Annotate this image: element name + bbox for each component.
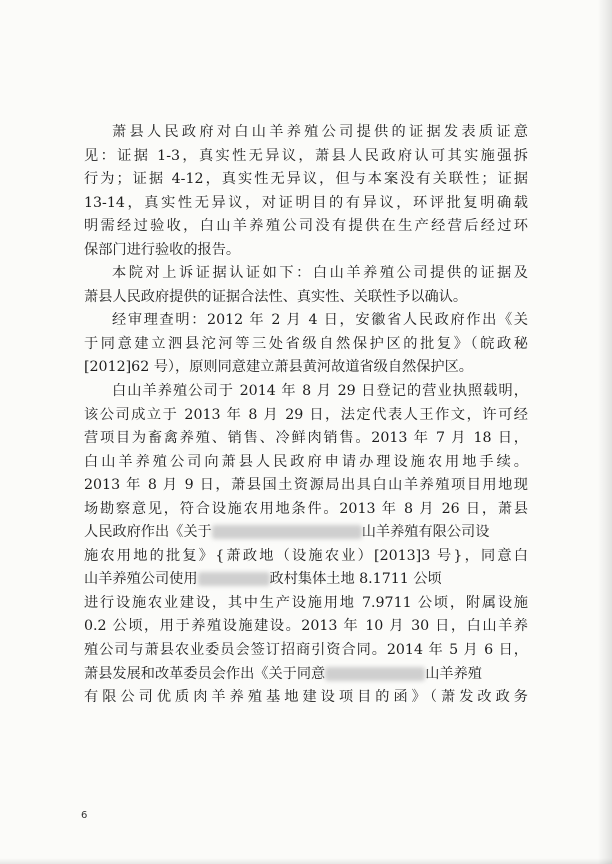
text-fragment: 政村集体土地 8.1711 公顷 <box>269 571 442 588</box>
text-fragment: 萧县发展和改革委员会作出《关于同意 <box>84 665 326 682</box>
text-fragment: 人民政府作出《关于 <box>84 524 212 541</box>
page-number: 6 <box>81 810 88 821</box>
document-body <box>84 121 528 710</box>
text-fragment: 山羊养殖 <box>425 665 482 682</box>
text-line: 于同意建立泗县沱河等三处省级自然保护区的批复》（皖政秘 <box>84 335 528 352</box>
text-line: 营项目为畜禽养殖、销售、冷鲜肉销售。2013 年 7 月 18 日， <box>84 430 528 447</box>
text-line-redacted <box>84 568 528 592</box>
text-line: 行为；证据 4-12，真实性无异议，但与本案没有关联性；证据 <box>84 171 528 188</box>
text-line: 场勘察意见，符合设施农用地条件。2013 年 8 月 26 日，萧县 <box>84 500 528 517</box>
text-line: 保部门进行验收的报告。 <box>84 241 241 258</box>
text-fragment: 山羊养殖有限公司设 <box>361 524 490 541</box>
text-line: 有限公司优质肉羊养殖基地建设项目的函》（萧发改政务 <box>84 689 528 706</box>
text-line: 白山羊养殖公司于 2014 年 8 月 29 日登记的营业执照载明， <box>112 383 528 400</box>
redaction-blur <box>198 572 270 586</box>
text-fragment: 山羊养殖公司使用 <box>84 571 198 588</box>
text-line: 明需经过验收，白山羊养殖公司没有提供在生产经营后经过环 <box>84 218 528 235</box>
text-line: 经审理查明：2012 年 2 月 4 日，安徽省人民政府作出《关 <box>112 312 528 329</box>
text-line: 萧县人民政府提供的证据合法性、真实性、关联性予以确认。 <box>84 288 468 305</box>
text-line: 施农用地的批复》{萧政地（设施农业）[2013]3 号}，同意白 <box>84 547 528 564</box>
text-line: 13-14，真实性无异议，对证明目的有异议，环评批复明确载 <box>84 194 528 211</box>
text-line: 0.2 公顷，用于养殖设施建设。2013 年 10 月 30 日，白山羊养 <box>84 618 528 635</box>
text-line: 白山羊养殖公司向萧县人民政府申请办理设施农用地手续。 <box>84 453 528 470</box>
text-line: 见：证据 1-3，真实性无异议，萧县人民政府认可其实施强拆 <box>84 147 528 164</box>
text-line: 萧县人民政府对白山羊养殖公司提供的证据发表质证意 <box>112 124 528 140</box>
page-edge-shadow <box>598 0 612 864</box>
text-line-redacted <box>84 521 528 545</box>
page-bottom-edge <box>0 858 612 864</box>
redaction-blur <box>325 667 425 681</box>
text-line: 2013 年 8 月 9 日，萧县国土资源局出具白山羊养殖项目用地现 <box>84 477 528 494</box>
text-line: 本院对上诉证据认证如下：白山羊养殖公司提供的证据及 <box>112 265 528 282</box>
text-line: 进行设施农业建设，其中生产设施用地 7.9711 公顷，附属设施 <box>84 594 528 611</box>
redaction-blur <box>212 525 362 539</box>
text-line: 殖公司与萧县农业委员会签订招商引资合同。2014 年 5 月 6 日， <box>84 642 528 659</box>
text-line: [2012]62 号），原则同意建立萧县黄河故道省级自然保护区。 <box>84 359 473 376</box>
text-line-redacted <box>84 663 528 687</box>
text-line: 该公司成立于 2013 年 8 月 29 日，法定代表人王作文，许可经 <box>84 406 528 423</box>
